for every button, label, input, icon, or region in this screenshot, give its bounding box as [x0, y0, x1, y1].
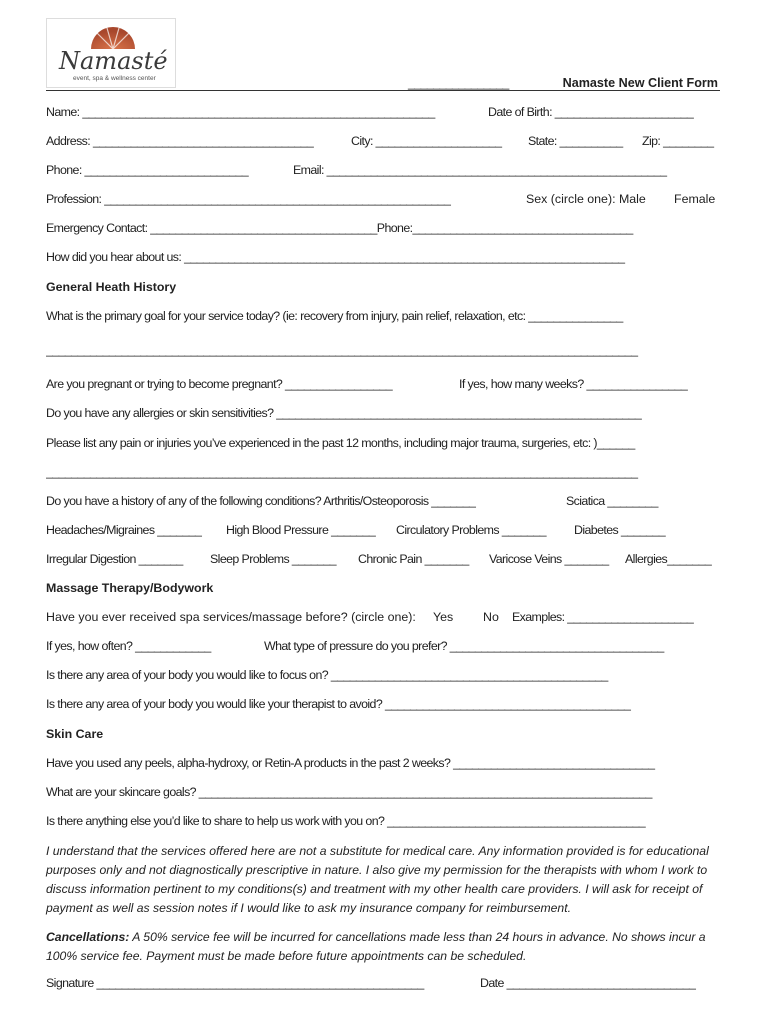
form-title: Namaste New Client Form	[562, 76, 718, 90]
general-health-heading: General Heath History	[46, 280, 177, 294]
signature-field[interactable]: Signature ____________________________________________________	[46, 976, 424, 990]
received-row	[46, 610, 724, 624]
received-question: Have you ever received spa services/massage before? (circle one):	[46, 610, 416, 624]
focus-area-field[interactable]: Is there any area of your body you would like to focus on? ____________________________________________	[46, 668, 608, 682]
chronic-pain-field[interactable]: Chronic Pain _______	[358, 552, 469, 566]
referral-field[interactable]: How did you hear about us: ______________________________________________________________________	[46, 250, 625, 264]
examples-field[interactable]: Examples: ____________________	[512, 610, 694, 624]
yes-option[interactable]: Yes	[433, 610, 454, 624]
blood-pressure-field[interactable]: High Blood Pressure _______	[226, 523, 376, 537]
email-field[interactable]: Email: ______________________________________________________	[293, 163, 667, 177]
phone-field[interactable]: Phone: __________________________	[46, 163, 249, 177]
skincare-goals-field[interactable]: What are your skincare goals? ________________________________________________________________________	[46, 785, 652, 799]
massage-heading: Massage Therapy/Bodywork	[46, 581, 214, 595]
sleep-field[interactable]: Sleep Problems _______	[210, 552, 336, 566]
header-blank: ________________	[408, 76, 509, 90]
namaste-logo	[46, 18, 176, 88]
headaches-field[interactable]: Headaches/Migraines _______	[46, 523, 202, 537]
state-field[interactable]: State: __________	[528, 134, 623, 148]
address-field[interactable]: Address: ___________________________________	[46, 134, 314, 148]
pregnant-field[interactable]: Are you pregnant or trying to become pregnant? _________________	[46, 377, 393, 391]
svg-text:event, spa & wellness center: event, spa & wellness center	[73, 75, 156, 82]
header-divider	[46, 90, 720, 91]
primary-goal-field[interactable]: What is the primary goal for your service today? (ie: recovery from injury, pain relief, relaxation, etc: _______________	[46, 309, 623, 323]
emergency-contact-field[interactable]: Emergency Contact: ____________________________________Phone:___________________________________	[46, 221, 633, 235]
diabetes-field[interactable]: Diabetes _______	[574, 523, 665, 537]
circulatory-field[interactable]: Circulatory Problems _______	[396, 523, 546, 537]
pain-field[interactable]: Please list any pain or injuries you’ve experienced in the past 12 months, including major trauma, surgeries, etc: )______	[46, 436, 635, 450]
allergies-condition-field[interactable]: Allergies_______	[625, 552, 712, 566]
pressure-field[interactable]: What type of pressure do you prefer? __________________________________	[264, 639, 664, 653]
conditions-row-2	[46, 523, 724, 537]
allergies-field[interactable]: Do you have any allergies or skin sensitivities? __________________________________________________________	[46, 406, 642, 420]
profession-row	[46, 192, 724, 206]
sun-icon	[91, 27, 135, 49]
address-row	[46, 134, 724, 148]
often-field[interactable]: If yes, how often? ____________	[46, 639, 211, 653]
cancellation-policy	[46, 928, 726, 966]
often-row	[46, 639, 724, 653]
cancellation-label: Cancellations:	[46, 930, 130, 944]
pregnancy-row	[46, 377, 724, 391]
cancellation-text: A 50% service fee will be incurred for cancellations made less than 24 hours in advance. No shows incur a 100% service fee. Payment must be made before future appointments can be scheduled.	[46, 930, 706, 963]
conditions-row-3	[46, 552, 724, 566]
weeks-field[interactable]: If yes, how many weeks? ________________	[459, 377, 688, 391]
profession-field[interactable]: Profession: _______________________________________________________	[46, 192, 451, 206]
signature-row	[46, 976, 724, 990]
primary-goal-line[interactable]: ______________________________________________________________________________________________	[46, 343, 638, 357]
digestion-field[interactable]: Irregular Digestion _______	[46, 552, 183, 566]
skin-care-heading: Skin Care	[46, 727, 104, 741]
no-option[interactable]: No	[483, 610, 499, 624]
peels-field[interactable]: Have you used any peels, alpha-hydroxy, or Retin-A products in the past 2 weeks? ________________________________	[46, 756, 655, 770]
pain-line[interactable]: ______________________________________________________________________________________________	[46, 465, 638, 479]
zip-field[interactable]: Zip: ________	[642, 134, 714, 148]
svg-text:Namasté: Namasté	[59, 47, 168, 75]
phone-row	[46, 163, 724, 177]
city-field[interactable]: City: ____________________	[351, 134, 502, 148]
name-field[interactable]: Name: ________________________________________________________	[46, 105, 435, 119]
sex-male-option[interactable]: Sex (circle one): Male	[526, 192, 646, 206]
sex-female-option[interactable]: Female	[674, 192, 716, 206]
date-field[interactable]: Date ______________________________	[480, 976, 696, 990]
dob-field[interactable]: Date of Birth: ______________________	[488, 105, 694, 119]
sciatica-field[interactable]: Sciatica ________	[566, 494, 658, 508]
avoid-area-field[interactable]: Is there any area of your body you would like your therapist to avoid? _______________________________________	[46, 697, 631, 711]
arthritis-field[interactable]: Do you have a history of any of the following conditions? Arthritis/Osteoporosis _______	[46, 494, 476, 508]
share-field[interactable]: Is there anything else you’d like to share to help us work with you on? _________________________________________	[46, 814, 646, 828]
disclaimer-text: I understand that the services offered here are not a substitute for medical care. Any information provided is for educational purposes only and not diagnostically prescriptive in nature. I also give my permission for the therapists with whom I work to discuss information pertinent to my conditions(s) and treatment with my other health care providers. I will ask for receipt of payment as well as session notes if I would like to ask my insurance company for reimbursement.	[46, 844, 709, 915]
conditions-row-1	[46, 494, 724, 508]
varicose-field[interactable]: Varicose Veins _______	[489, 552, 609, 566]
name-row	[46, 105, 724, 119]
